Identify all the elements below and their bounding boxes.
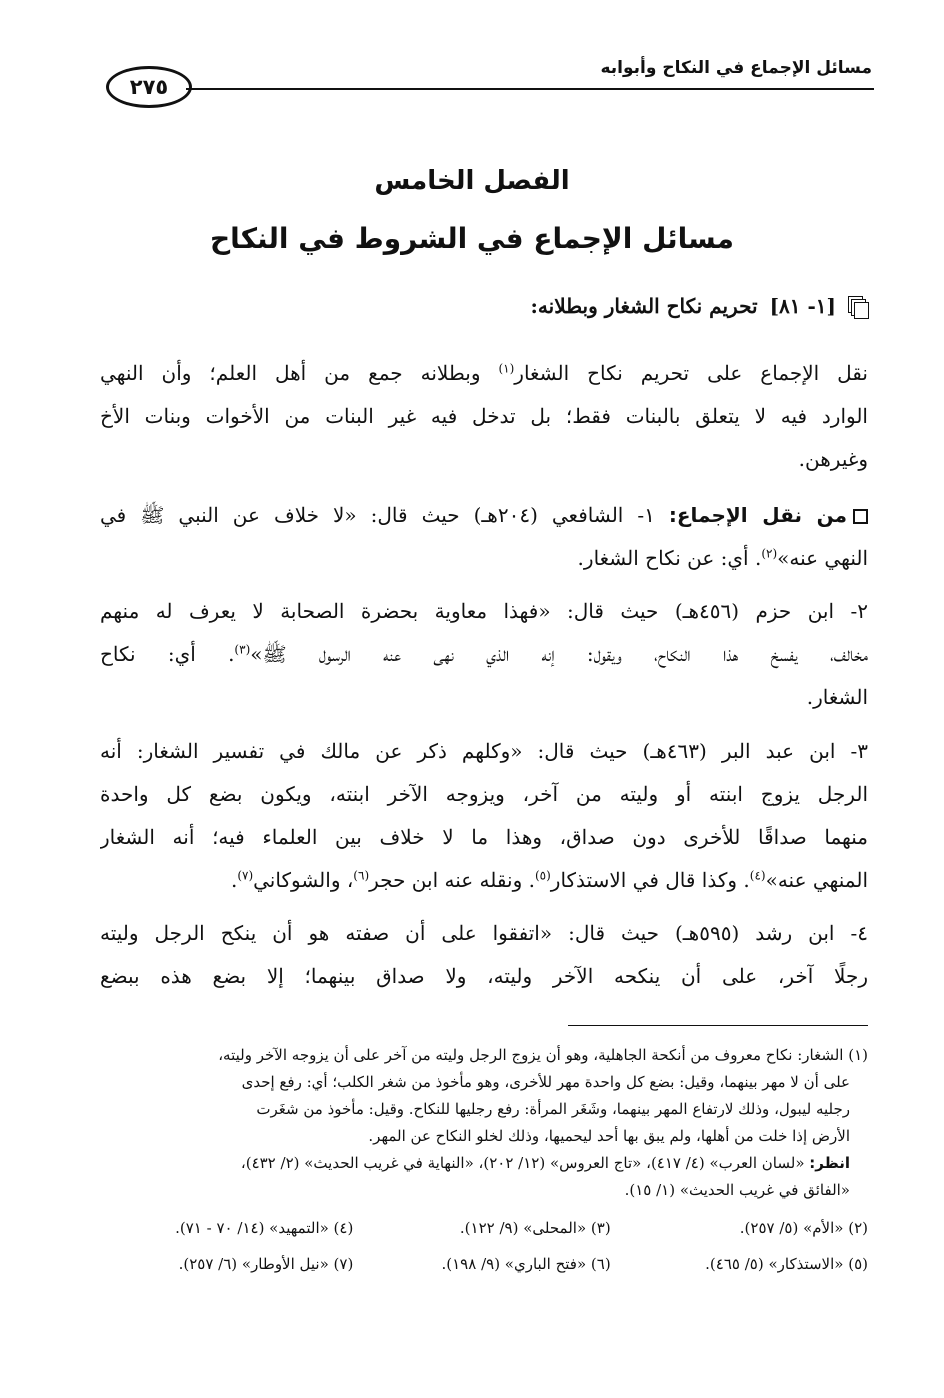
chapter-title: الفصل الخامس	[374, 166, 570, 196]
consensus-label: من نقل الإجماع:	[668, 503, 847, 527]
text-line: منهما صداقًا للأخرى دون صداق، وهذا ما لا خلاف بين العلماء فيه؛ أنه الشغار	[100, 825, 868, 849]
intro-paragraph	[100, 352, 868, 481]
footnote-ref: (٢)	[761, 546, 778, 561]
footnotes	[96, 1042, 868, 1282]
text-run: المنهي عنه»	[765, 868, 868, 892]
consensus-item-3	[100, 730, 868, 902]
checkbox-bullet-icon	[853, 509, 868, 524]
footnote-row	[96, 1246, 868, 1282]
footnote-1-line: «الفائق في غريب الحديث» (١/ ١٥).	[624, 1181, 850, 1199]
consensus-item-4	[100, 912, 868, 998]
text-line: وغيرهن.	[798, 447, 868, 471]
footnote-7: (٧) «نيل الأوطار» (٦/ ٢٥٧).	[178, 1255, 354, 1273]
text-line: رجلًا آخر، على أن ينكحه الآخر وليته، ولا صداق بينهما؛ إلا بضع هذه ببضع	[100, 964, 868, 988]
text-run: . وكذا قال في الاستذكار	[550, 868, 750, 892]
topic-number: [١- ٨١]	[769, 294, 836, 318]
text-line: الوارد فيه لا يتعلق بالبنات فقط؛ بل تدخل فيه غير البنات من الأخوات وبنات الأخ	[100, 404, 868, 428]
chapter-subtitle: مسائل الإجماع في الشروط في النكاح	[210, 222, 734, 255]
text-run: ، والشوكاني	[253, 868, 354, 892]
text-line: الشغار.	[806, 685, 868, 709]
topic-heading	[531, 294, 868, 318]
footnote-1-line	[96, 1150, 868, 1177]
see-label: انظر:	[809, 1154, 850, 1172]
text-line: ٤- ابن رشد (٥٩٥هـ) حيث قال: «اتفقوا على أن صفته هو أن ينكح الرجل وليته	[100, 921, 868, 945]
text-line	[100, 352, 868, 395]
text-run: «لسان العرب» (٤/ ٤١٧)، «تاج العروس» (١٢/ ٢٠٢)، «النهاية في غريب الحديث» (٢/ ٤٣٢)،	[240, 1154, 810, 1172]
footnote-row	[96, 1210, 868, 1246]
text-run: . أي: عن نكاح الشغار.	[577, 546, 762, 570]
page-number: ٢٧٥	[129, 75, 169, 99]
text-line	[100, 494, 868, 537]
footnote-5: (٥) «الاستذكار» (٥/ ٤٦٥).	[705, 1255, 868, 1273]
header-rule	[186, 88, 874, 90]
footnote-rule	[568, 1025, 868, 1026]
footnote-ref: (٧)	[237, 868, 254, 883]
text-line	[100, 859, 868, 902]
text-run: ١- الشافعي (٢٠٤هـ) حيث قال: «لا خلاف عن النبي ﷺ في	[100, 503, 669, 527]
footnote-1-line: الأرض إذا خلت من أهلها، ولم يبق بها أحد ليحميها، وذلك لخلو النكاح عن المهر.	[368, 1127, 850, 1145]
text-line: الرجل يزوج ابنته أو وليته من آخر، ويزوجه الآخر ابنته، ويكون بضع كل واحدة	[100, 782, 868, 806]
footnote-ref: (١)	[498, 361, 515, 376]
footnote-ref: (٣)	[234, 642, 251, 657]
footnote-6: (٦) «فتح الباري» (٩/ ١٩٨).	[441, 1255, 611, 1273]
text-line: ٣- ابن عبد البر (٤٦٣هـ) حيث قال: «وكلهم ذكر عن مالك في تفسير الشغار: أنه	[100, 739, 868, 763]
text-line	[100, 537, 868, 580]
consensus-item-2	[100, 590, 868, 719]
consensus-item-1	[100, 494, 868, 580]
footnote-4: (٤) «التمهيد» (١٤/ ٧٠ - ٧١).	[175, 1219, 354, 1237]
footnote-3: (٣) «المحلى» (٩/ ١٢٢).	[459, 1219, 611, 1237]
text-run: وبطلانه جمع من أهل العلم؛ وأن النهي	[100, 361, 499, 385]
footnote-ref: (٦)	[353, 868, 370, 883]
text-run: مخالف، يفسخ هذا النكاح، ويقول: إنه الذي نهى عنه الرسول ﷺ»	[250, 642, 868, 666]
text-run: . ونقله عنه ابن حجر	[369, 868, 535, 892]
footnote-ref: (٤)	[749, 868, 766, 883]
footnote-1-line: رجليه ليبول، وذلك لارتفاع المهر بينهما، وشَغَر المرأة: رفع رجليها للنكاح. وقيل: مأخوذ من شغَرت	[256, 1100, 850, 1118]
running-title: مسائل الإجماع في النكاح وأبوابه	[600, 58, 872, 78]
text-run: .	[230, 868, 238, 892]
page-number-badge	[106, 66, 192, 108]
text-run: النهي عنه»	[777, 546, 868, 570]
text-line: ٢- ابن حزم (٤٥٦هـ) حيث قال: «فهذا معاوية بحضرة الصحابة لا يعرف له منهم	[100, 599, 868, 623]
footnote-2: (٢) «الأم» (٥/ ٢٥٧).	[739, 1219, 868, 1237]
text-run: . أي: نكاح	[100, 642, 235, 666]
text-line	[100, 633, 868, 676]
footnote-1-line: على أن لا مهر بينهما، وقيل: بضع كل واحدة مهر للأخرى، وهو مأخوذ من شغر الكلب؛ أي: رفع إحدى	[241, 1073, 850, 1091]
footnote-1-line: (١) الشغار: نكاح معروف من أنكحة الجاهلية، وهو أن يزوج الرجل وليته من آخر على أن يزوجه الآخر وليته،	[218, 1046, 868, 1064]
pages-icon	[848, 296, 868, 316]
text-run: نقل الإجماع على تحريم نكاح الشغار	[514, 361, 868, 385]
topic-title: تحريم نكاح الشغار وبطلانه:	[530, 294, 758, 318]
footnote-ref: (٥)	[534, 868, 551, 883]
